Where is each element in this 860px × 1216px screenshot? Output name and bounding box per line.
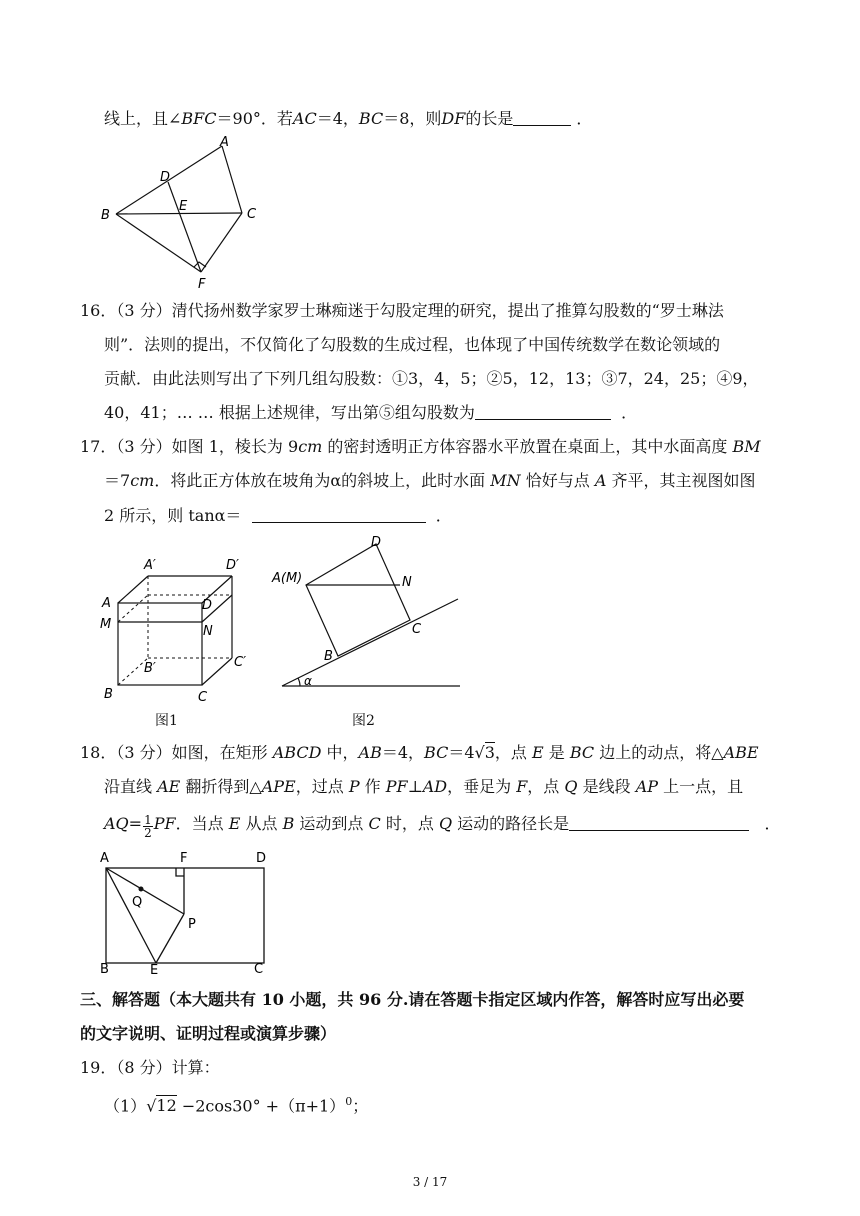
cube-front-face [118, 603, 202, 685]
q19-intro: （8 分）计算： [116, 1058, 220, 1077]
q15-text: 的长是 [465, 109, 514, 128]
q18-text: 中， [321, 743, 359, 762]
q17-figure-2-caption: 图2 [352, 713, 375, 729]
segment-ac [222, 146, 242, 213]
label-c: C [254, 962, 264, 976]
q17-line-3 [104, 504, 452, 528]
slope-line [282, 599, 458, 686]
q18-text: 是 [543, 743, 570, 762]
q18-abcd: ABCD [272, 743, 322, 762]
q18-ap: AP [635, 777, 659, 796]
q18-q: Q [438, 814, 453, 833]
q17-figure-2-slope [268, 532, 468, 692]
label-d: D [202, 598, 213, 613]
label-d: D [160, 170, 171, 185]
label-n: N [402, 575, 412, 590]
q18-ab: AB [358, 743, 382, 762]
q18-e: E [531, 743, 544, 762]
q18-bc: BC [569, 743, 595, 762]
segment-df [168, 182, 201, 272]
segment-ep [156, 914, 184, 963]
q15-text: ＝90°．若 [216, 109, 293, 128]
cube-edge [202, 658, 232, 685]
label-p: P [188, 917, 196, 932]
label-d-prime: D′ [226, 558, 239, 573]
q19-text: ； [352, 1096, 369, 1116]
q18-text: 时，点 [380, 814, 439, 833]
q16-text: 40，41；… … 根据上述规律，写出第⑤组勾股数为 [104, 403, 475, 422]
q18-sqrt3: 3 [484, 743, 495, 762]
q18-text: 是线段 [577, 777, 636, 796]
q17-text: 的密封透明正方体容器水平放置在桌面上，其中水面高度 [322, 437, 733, 456]
q18-p: P [348, 777, 360, 796]
q18-abe: ABE [723, 743, 759, 762]
label-a-prime: A′ [144, 558, 156, 573]
q15-text: ＝8，则 [383, 109, 442, 128]
q19-line-1 [80, 1056, 220, 1080]
q18-text: ，点 [527, 777, 565, 796]
label-d: D [371, 535, 382, 550]
label-a: A [100, 851, 109, 866]
q18-figure [96, 848, 276, 976]
q15-ac: AC [292, 109, 317, 128]
q18-pf: PF [153, 814, 176, 833]
label-c: C [412, 622, 422, 637]
q18-text: 运动到点 [294, 814, 369, 833]
label-b: B [100, 962, 109, 976]
fraction-numerator: 1 [144, 813, 152, 827]
label-m: M [100, 617, 112, 632]
label-b: B [104, 687, 113, 702]
section-3-heading-line-1: 三、解答题（本大题共有 10 小题，共 96 分.请在答题卡指定区域内作答，解答时应写出必要 [80, 990, 745, 1009]
q18-pf: PF [385, 777, 408, 796]
q15-text: 线上，且∠ [104, 109, 182, 128]
q19-number: 19． [80, 1058, 117, 1077]
q15-df: DF [441, 109, 466, 128]
label-e: E [150, 963, 159, 976]
q17-end: ． [435, 506, 452, 525]
q18-text: = [128, 814, 143, 833]
q18-text: ，点 [494, 743, 532, 762]
q17-a: A [594, 471, 607, 490]
label-f: F [180, 851, 188, 866]
right-angle-mark [194, 262, 206, 267]
section-3-heading-line-2: 的文字说明、证明过程或演算步骤） [80, 1024, 337, 1043]
q16-line-2 [104, 333, 720, 357]
q17-bm: BM [732, 437, 761, 456]
q16-line-3 [104, 367, 759, 391]
q18-line-1: 18．（3 分）如图，在矩形 ABCD 中，AB＝4，BC＝4√3，点 E 是 BC 边上的动点，将△ABE [80, 743, 759, 762]
label-f: F [198, 277, 206, 292]
q18-f: F [516, 777, 528, 796]
q17-text: 2 所示，则 tanα＝ [104, 506, 242, 525]
q15-tail-line [104, 107, 592, 131]
q18-line-3 [104, 812, 780, 839]
label-alpha: α [304, 674, 312, 688]
q18-ape: APE [261, 777, 296, 796]
q18-text: 运动的路径长是 [452, 814, 570, 833]
q16-answer-blank[interactable] [475, 403, 611, 420]
label-c: C [247, 207, 257, 222]
q19-text: （1） [104, 1096, 147, 1116]
q15-end: ． [576, 109, 593, 128]
q17-text: （3 分）如图 1，棱长为 9 [116, 437, 299, 456]
q17-line-1 [80, 435, 761, 459]
right-angle-mark [176, 868, 184, 876]
q16-line-4 [104, 401, 637, 425]
page-number: 3 / 17 [412, 1175, 448, 1189]
q18-text: 边上的动点，将△ [594, 743, 724, 762]
q17-text: 恰好与点 [520, 471, 595, 490]
cube-front-view [306, 544, 410, 656]
q16-text: （3 分）清代扬州数学家罗士琳痴迷于勾股定理的研究，提出了推算勾股数的“罗士琳法 [116, 301, 724, 320]
label-a-m: A(M) [272, 571, 303, 586]
q15-text: ＝4， [316, 109, 359, 128]
q19-text: −2cos30° +（π+1） [176, 1096, 346, 1116]
q15-angle: BFC [181, 109, 217, 128]
q18-number: 18． [80, 743, 117, 762]
segment-bf [116, 214, 201, 272]
q17-mn: MN [490, 471, 521, 490]
q15-answer-blank[interactable] [513, 109, 571, 126]
q18-text: （3 分）如图，在矩形 [116, 743, 273, 762]
label-q: Q [132, 895, 143, 910]
q18-fraction [143, 814, 153, 839]
cube-edge [118, 576, 148, 603]
q18-text: ，过点 [295, 777, 349, 796]
q17-figure-1-caption: 图1 [155, 713, 178, 729]
q18-text: 沿直线 [104, 777, 158, 796]
q15-figure [96, 136, 266, 292]
q18-text: ，垂足为 [447, 777, 517, 796]
q18-text: ＝4， [381, 743, 425, 762]
q17-line-2 [104, 469, 755, 493]
q19-exponent: 0 [345, 1095, 353, 1108]
q16-text: 则”．法则的提出，不仅简化了勾股数的生成过程，也体现了中国传统数学在数论领域的 [104, 335, 721, 354]
angle-arc [298, 678, 300, 686]
q17-answer-blank[interactable] [252, 506, 426, 523]
label-b-prime: B′ [144, 661, 156, 676]
label-b: B [101, 208, 110, 223]
label-d: D [256, 851, 267, 866]
q17-text: ．将此正方体放在坡角为α的斜坡上，此时水面 [154, 471, 491, 490]
q17-text: ＝7 [104, 471, 131, 490]
q18-text: ⊥ [407, 777, 423, 796]
segment-cf [201, 213, 242, 272]
fraction-denominator: 2 [144, 826, 152, 840]
q18-line-2 [104, 775, 743, 799]
q18-text: 从点 [240, 814, 283, 833]
q16-line-1 [80, 299, 724, 323]
q18-text: 作 [359, 777, 386, 796]
q18-text: 上一点，且 [658, 777, 744, 796]
q18-bc: BC [424, 743, 449, 762]
label-e: E [179, 199, 188, 214]
q16-text: 贡献．由此法则写出了下列几组勾股数：①3，4，5；②5，12，13；③7，24，25；④9， [104, 369, 759, 388]
label-b: B [324, 649, 333, 664]
q17-figure-1-cube [96, 552, 256, 712]
q15-bc: BC [358, 109, 384, 128]
q18-aq: AQ [104, 814, 129, 833]
q18-b: B [282, 814, 295, 833]
q19-part-1: $(1)√12 -2\cos 30^\circ +(\pi+1)^0$； [104, 1095, 369, 1116]
q18-text: ＝4 [448, 743, 475, 762]
q18-e: E [228, 814, 241, 833]
q18-ad: AD [422, 777, 448, 796]
q18-text: ．当点 [175, 814, 229, 833]
q18-text: 翻折得到△ [180, 777, 262, 796]
q18-ae: AE [157, 777, 181, 796]
q18-c: C [368, 814, 381, 833]
q17-unit: cm [130, 471, 155, 490]
label-a: A [102, 596, 111, 611]
q17-unit: cm [298, 437, 323, 456]
label-c-prime: C′ [234, 655, 247, 670]
q17-number: 17． [80, 437, 117, 456]
q16-end: ． [621, 403, 638, 422]
label-a: A [220, 136, 229, 150]
q18-end: ． [764, 814, 781, 833]
q16-number: 16． [80, 301, 117, 320]
point-q [139, 887, 144, 892]
q19-sqrt12: 12 [156, 1096, 177, 1116]
q17-text: 齐平，其主视图如图 [606, 471, 756, 490]
label-c: C [198, 690, 208, 705]
q18-answer-blank[interactable] [569, 814, 749, 831]
q18-q: Q [564, 777, 578, 796]
label-n: N [203, 624, 213, 639]
